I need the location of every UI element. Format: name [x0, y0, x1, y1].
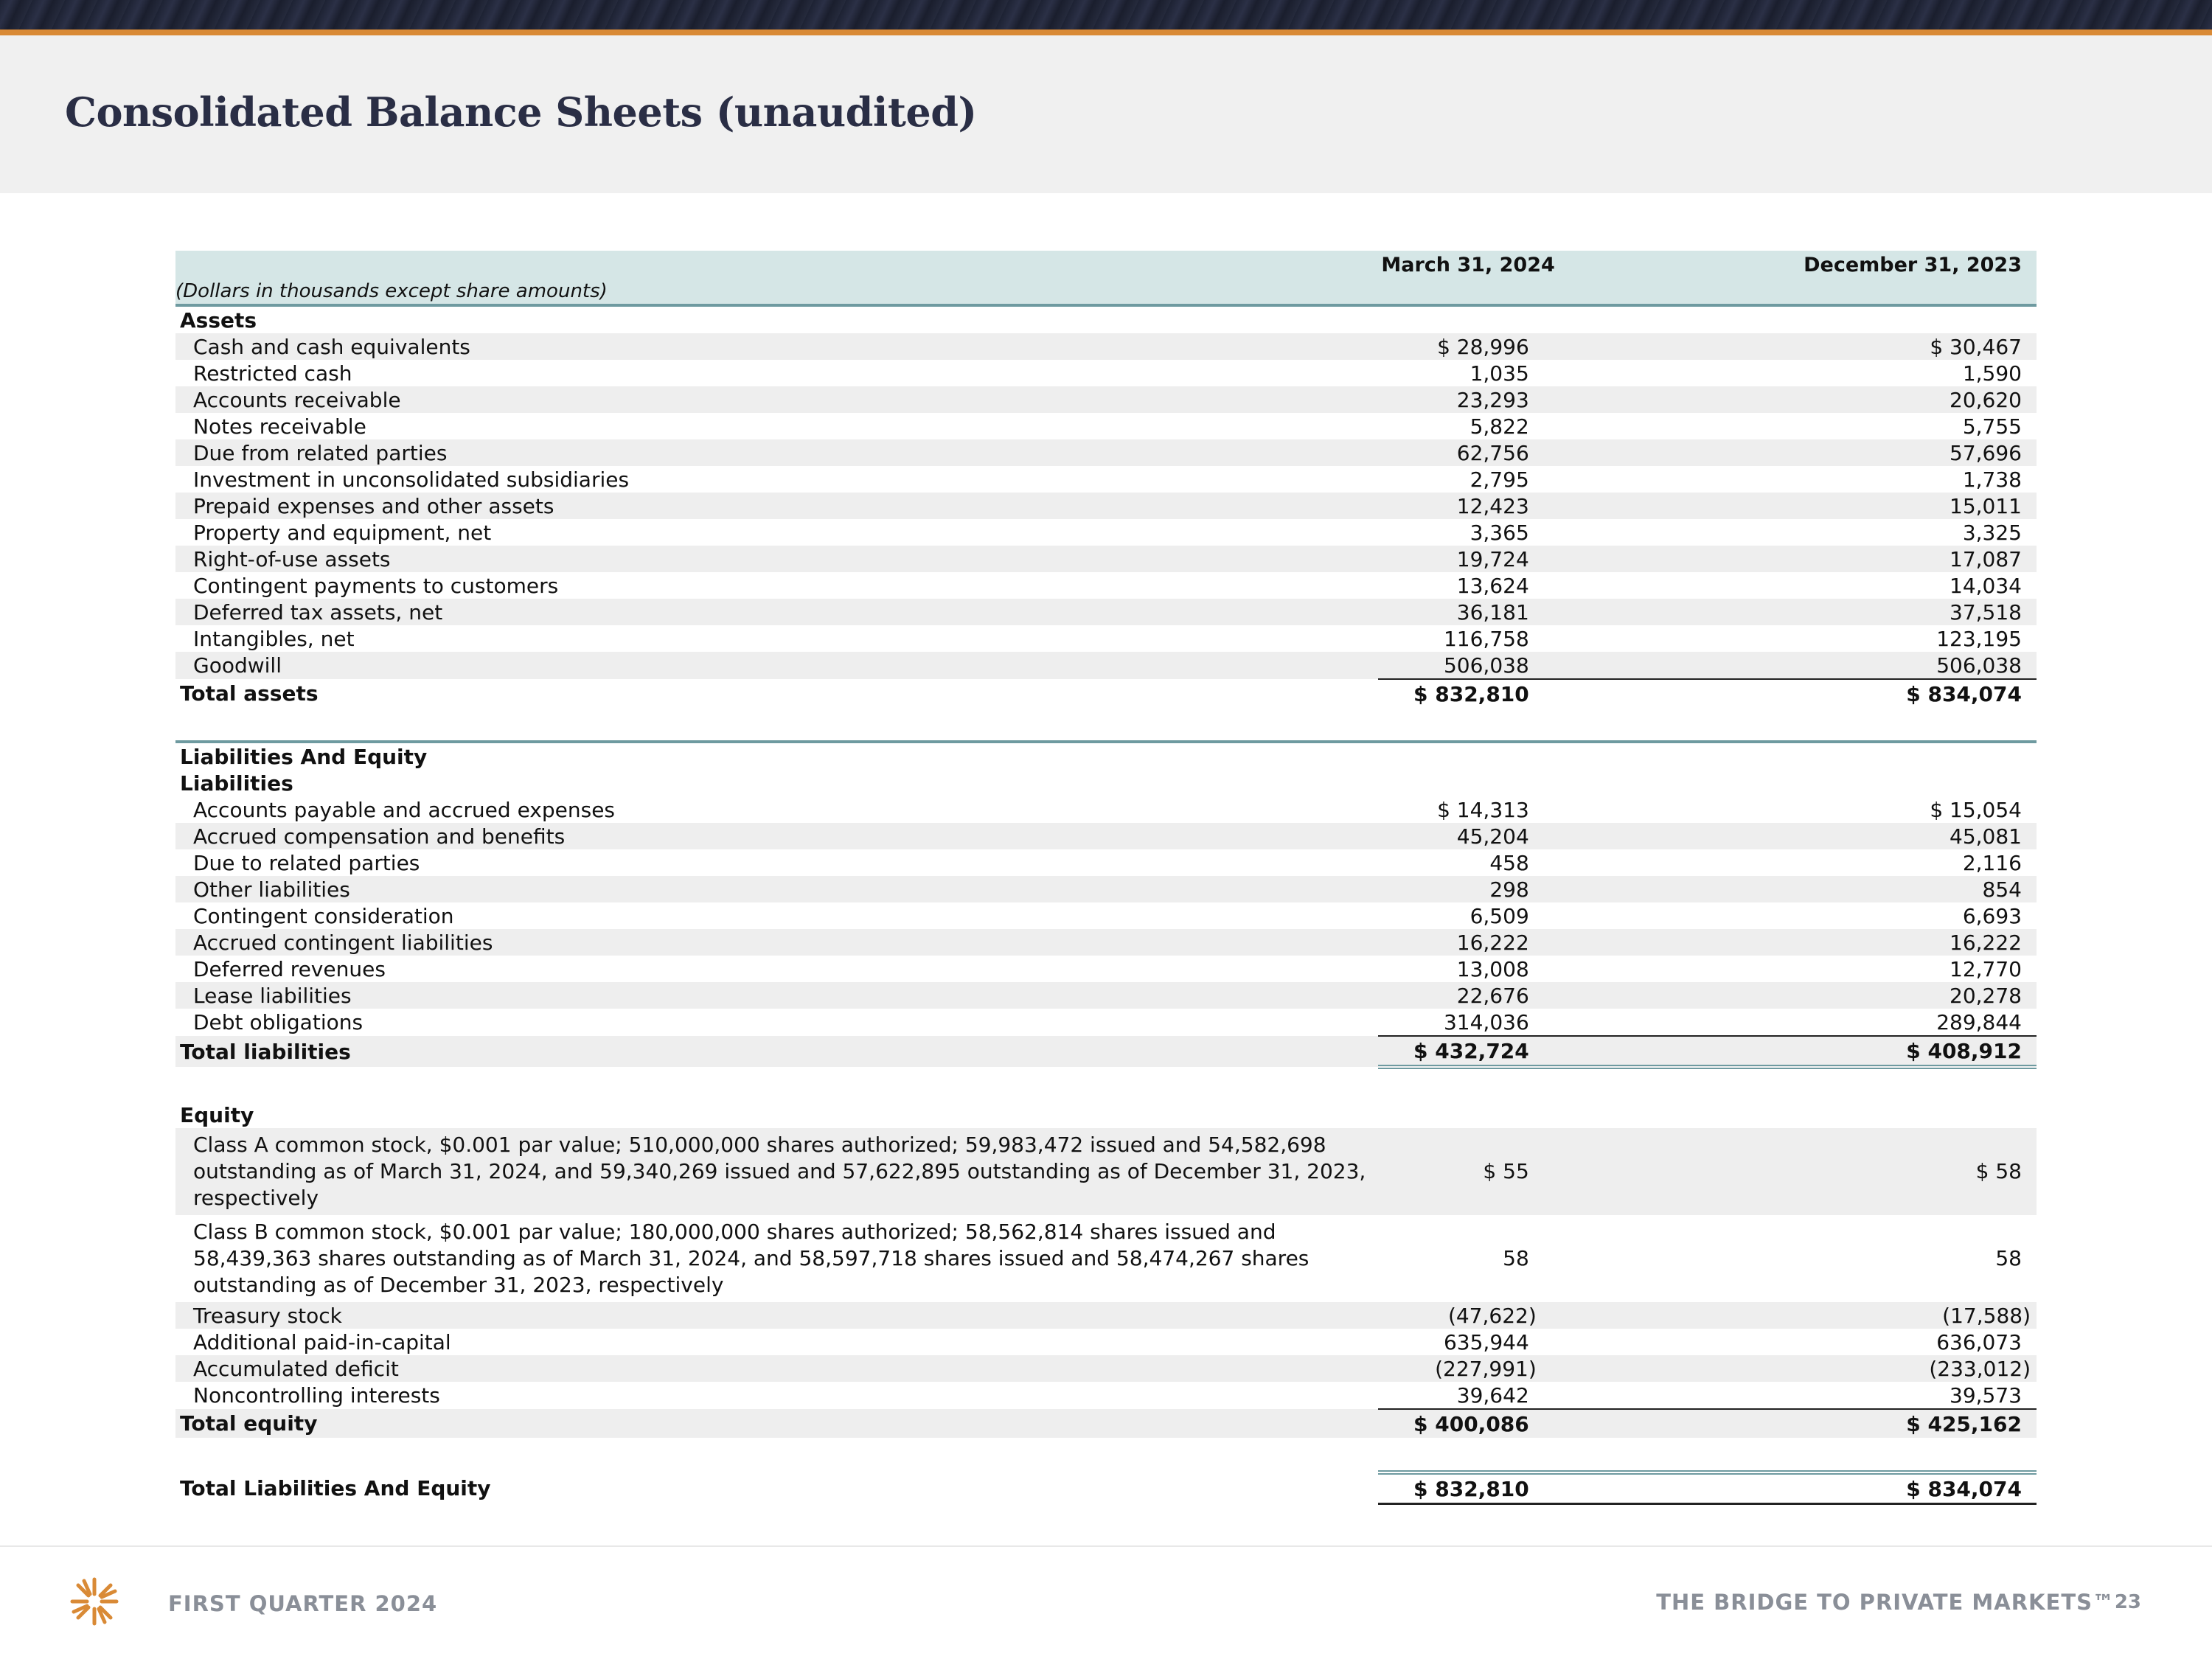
- value-december-2023: $ 834,074: [1906, 681, 2022, 706]
- asset-row: [175, 413, 2037, 439]
- value-december-2023: 6,693: [1962, 903, 2022, 928]
- value-december-2023: 123,195: [1936, 626, 2022, 651]
- value-march-2024: 116,758: [1443, 626, 1529, 651]
- equity-row: [175, 1329, 2037, 1355]
- value-december-2023: 45,081: [1791, 823, 2037, 849]
- column-header-row: [175, 251, 2037, 279]
- sunburst-logo-icon: [68, 1575, 121, 1628]
- page-number: 23: [2114, 1591, 2141, 1613]
- row-label: Total equity: [175, 1409, 1378, 1438]
- liabilities-heading: Liabilities: [180, 771, 293, 796]
- value-march-2024: 39,642: [1378, 1382, 1790, 1409]
- footer-quarter-label: FIRST QUARTER 2024: [168, 1591, 438, 1616]
- units-note-row: [175, 279, 2037, 305]
- row-label: Deferred tax assets, net: [175, 599, 1378, 625]
- asset-row: [175, 333, 2037, 360]
- footer-divider: [0, 1545, 2212, 1547]
- value-march-2024: 23,293: [1378, 386, 1790, 413]
- asset-row: [175, 572, 2037, 599]
- value-december-2023: 20,620: [1791, 386, 2037, 413]
- value-december-2023: $ 30,467: [1791, 333, 2037, 360]
- value-march-2024: 298: [1378, 876, 1790, 902]
- value-december-2023: $ 15,054: [1930, 797, 2022, 822]
- row-label: Contingent payments to customers: [193, 573, 559, 598]
- value-march-2024: (47,622): [1378, 1302, 1790, 1329]
- class-b-stock-row: [175, 1215, 2037, 1302]
- value-march-2024: 12,423: [1378, 493, 1790, 519]
- top-banner: [0, 0, 2212, 29]
- value-march-2024: 36,181: [1378, 599, 1790, 625]
- spacer-row: [175, 708, 2037, 742]
- accent-rule: [0, 29, 2212, 35]
- value-march-2024: $ 28,996: [1378, 333, 1790, 360]
- row-label: Due to related parties: [193, 850, 420, 875]
- value-december-2023: $ 408,912: [1791, 1036, 2037, 1067]
- value-december-2023: (17,588): [1791, 1302, 2037, 1329]
- value-march-2024: $ 832,810: [1413, 681, 1529, 706]
- value-march-2024: 22,676: [1378, 982, 1790, 1009]
- row-label: Investment in unconsolidated subsidiaries: [193, 467, 630, 492]
- class-a-stock-row: [175, 1128, 2037, 1215]
- value-march-2024: 58: [1503, 1246, 1529, 1270]
- row-label: Cash and cash equivalents: [175, 333, 1378, 360]
- value-march-2024: $ 432,724: [1378, 1036, 1790, 1067]
- spacer-row: [175, 1438, 2037, 1472]
- row-label: Prepaid expenses and other assets: [175, 493, 1378, 519]
- value-march-2024: 5,822: [1470, 414, 1529, 439]
- value-december-2023: 1,590: [1962, 361, 2022, 386]
- value-december-2023: $ 834,074: [1791, 1472, 2037, 1504]
- value-december-2023: 37,518: [1791, 599, 2037, 625]
- asset-row: [175, 439, 2037, 466]
- row-label: Restricted cash: [193, 361, 352, 386]
- total-liabilities-equity-row: [175, 1472, 2037, 1504]
- row-label: Debt obligations: [193, 1010, 364, 1034]
- value-december-2023: 15,011: [1791, 493, 2037, 519]
- row-label: Lease liabilities: [175, 982, 1378, 1009]
- equity-heading: Equity: [180, 1102, 254, 1127]
- row-label: Accrued contingent liabilities: [175, 929, 1378, 956]
- value-march-2024: 1,035: [1470, 361, 1529, 386]
- row-label: Accounts receivable: [175, 386, 1378, 413]
- value-march-2024: 45,204: [1378, 823, 1790, 849]
- value-december-2023: $ 58: [1791, 1128, 2037, 1215]
- value-march-2024: (227,991): [1378, 1355, 1790, 1382]
- value-march-2024: 3,365: [1470, 520, 1529, 545]
- value-december-2023: 506,038: [1791, 652, 2037, 679]
- total-equity-row: [175, 1409, 2037, 1438]
- value-december-2023: 12,770: [1950, 956, 2022, 981]
- asset-row: [175, 466, 2037, 493]
- value-march-2024: 314,036: [1378, 1009, 1790, 1036]
- asset-row: [175, 599, 2037, 625]
- value-march-2024: $ 832,810: [1378, 1472, 1790, 1504]
- value-march-2024: 16,222: [1378, 929, 1790, 956]
- asset-row: [175, 652, 2037, 679]
- asset-row: [175, 360, 2037, 386]
- row-label: Contingent consideration: [193, 903, 454, 928]
- value-march-2024: 635,944: [1443, 1329, 1529, 1354]
- page-title: Consolidated Balance Sheets (unaudited): [65, 88, 977, 136]
- asset-row: [175, 386, 2037, 413]
- value-december-2023: 17,087: [1791, 546, 2037, 572]
- value-december-2023: 854: [1791, 876, 2037, 902]
- row-label: Noncontrolling interests: [193, 1383, 440, 1408]
- value-march-2024: $ 14,313: [1437, 797, 1529, 822]
- liability-row: [175, 1009, 2037, 1036]
- asset-row: [175, 493, 2037, 519]
- row-label: Total Liabilities And Equity: [180, 1475, 491, 1500]
- section-heading-row: [175, 305, 2037, 333]
- column-header-march-2024: March 31, 2024: [1378, 251, 1790, 279]
- asset-row: [175, 546, 2037, 572]
- liability-row: [175, 849, 2037, 876]
- value-december-2023: 289,844: [1791, 1009, 2037, 1036]
- value-december-2023: 3,325: [1962, 520, 2022, 545]
- equity-row: [175, 1355, 2037, 1382]
- spacer-row: [175, 1067, 2037, 1102]
- row-label: Due from related parties: [175, 439, 1378, 466]
- value-december-2023: 58: [1995, 1246, 2022, 1270]
- asset-row: [175, 625, 2037, 652]
- liability-row: [175, 876, 2037, 902]
- value-december-2023: $ 425,162: [1791, 1409, 2037, 1438]
- row-label: Other liabilities: [175, 876, 1378, 902]
- value-december-2023: 14,034: [1950, 573, 2022, 598]
- liability-row: [175, 982, 2037, 1009]
- value-december-2023: 20,278: [1791, 982, 2037, 1009]
- liability-row: [175, 956, 2037, 982]
- balance-sheet-table: [175, 251, 2037, 1505]
- value-december-2023: 1,738: [1962, 467, 2022, 492]
- total-liabilities-row: [175, 1036, 2037, 1067]
- row-label: Additional paid-in-capital: [193, 1329, 451, 1354]
- row-label: Accrued compensation and benefits: [175, 823, 1378, 849]
- value-december-2023: 16,222: [1791, 929, 2037, 956]
- column-header-december-2023: December 31, 2023: [1791, 251, 2037, 279]
- row-label: Class B common stock, $0.001 par value; 180,000,000 shares authorized; 58,562,814 shares issued and 58,439,363 shares outstanding as of March 31, 2024, and 58,597,718 shares issued and 58,474,267 shares outstanding as of December 31, 2023, respectively: [193, 1220, 1310, 1297]
- value-december-2023: 5,755: [1962, 414, 2022, 439]
- footer-tagline: THE BRIDGE TO PRIVATE MARKETS™: [1656, 1590, 2115, 1615]
- value-december-2023: (233,012): [1791, 1355, 2037, 1382]
- value-march-2024: 13,008: [1456, 956, 1529, 981]
- equity-row: [175, 1382, 2037, 1409]
- value-march-2024: $ 55: [1378, 1128, 1790, 1215]
- value-march-2024: 506,038: [1378, 652, 1790, 679]
- total-assets-row: [175, 679, 2037, 708]
- value-march-2024: 458: [1489, 850, 1529, 875]
- value-march-2024: $ 400,086: [1378, 1409, 1790, 1438]
- liability-row: [175, 929, 2037, 956]
- value-march-2024: 19,724: [1378, 546, 1790, 572]
- row-label: Notes receivable: [193, 414, 366, 439]
- row-label: Intangibles, net: [193, 626, 355, 651]
- liability-row: [175, 823, 2037, 849]
- row-label: Accounts payable and accrued expenses: [193, 797, 616, 822]
- section-heading-row: [175, 742, 2037, 770]
- row-label: Goodwill: [175, 652, 1378, 679]
- row-label: Property and equipment, net: [193, 520, 492, 545]
- assets-heading: Assets: [180, 307, 257, 333]
- value-march-2024: 6,509: [1470, 903, 1529, 928]
- row-label: Accumulated deficit: [175, 1355, 1378, 1382]
- value-december-2023: 57,696: [1791, 439, 2037, 466]
- liability-row: [175, 796, 2037, 823]
- value-december-2023: 636,073: [1936, 1329, 2022, 1354]
- value-march-2024: 2,795: [1470, 467, 1529, 492]
- section-heading-row: [175, 1102, 2037, 1128]
- row-label: Class A common stock, $0.001 par value; 510,000,000 shares authorized; 59,983,472 issued and 54,582,698 outstanding as of March 31, 2024, and 59,340,269 issued and 57,622,895 outstanding as of December 31, 2023, respectively: [175, 1128, 1378, 1215]
- row-label: Treasury stock: [175, 1302, 1378, 1329]
- row-label: Deferred revenues: [193, 956, 386, 981]
- liabilities-equity-heading: Liabilities And Equity: [180, 744, 428, 769]
- units-note: (Dollars in thousands except share amounts): [175, 279, 1378, 305]
- value-december-2023: 2,116: [1962, 850, 2022, 875]
- row-label: Right-of-use assets: [175, 546, 1378, 572]
- value-march-2024: 13,624: [1456, 573, 1529, 598]
- section-heading-row: [175, 770, 2037, 796]
- equity-row: [175, 1302, 2037, 1329]
- liability-row: [175, 902, 2037, 929]
- row-label: Total assets: [180, 681, 319, 706]
- value-december-2023: 39,573: [1791, 1382, 2037, 1409]
- value-march-2024: 62,756: [1378, 439, 1790, 466]
- row-label: Total liabilities: [175, 1036, 1378, 1067]
- asset-row: [175, 519, 2037, 546]
